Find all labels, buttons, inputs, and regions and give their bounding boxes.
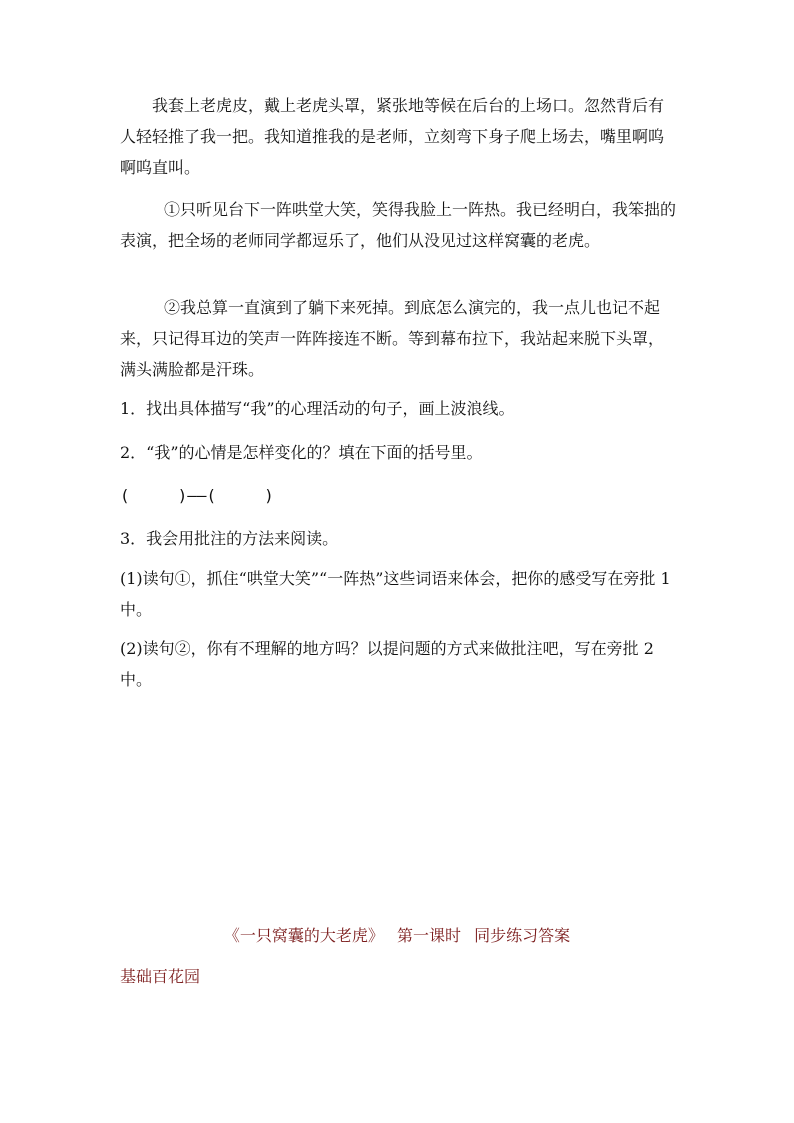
answer-title-period: 第一课时 [396, 926, 461, 945]
passage-paragraph-2: ①只听见台下一阵哄堂大笑，笑得我脸上一阵热。我已经明白，我笨拙的表演，把全场的老师同学都逗乐了，他们从没见过这样窝囊的老虎。 [120, 200, 677, 250]
question-2: 2．“我”的心情是怎样变化的？填在下面的括号里。 [120, 443, 483, 462]
question-2-answer-blanks: ( )——( ) [120, 486, 274, 505]
question-3: 3．我会用批注的方法来阅读。 [120, 529, 339, 548]
passage-paragraph-1: 我套上老虎皮，戴上老虎头罩，紧张地等候在后台的上场口。忽然背后有人轻轻推了我一把。我知道推我的是老师，立刻弯下身子爬上场去，嘴里啊呜啊呜直叫。 [120, 96, 665, 177]
answer-title-lesson: 《一只窝囊的大老虎》 [223, 926, 384, 945]
answer-section-heading: 基础百花园 [120, 967, 201, 986]
passage-paragraph-3: ②我总算一直演到了躺下来死掉。到底怎么演完的，我一点儿也记不起来，只记得耳边的笑声一阵阵接连不断。等到幕布拉下，我站起来脱下头罩，满头满脸都是汗珠。 [120, 298, 665, 379]
answer-title-label: 同步练习答案 [474, 926, 571, 945]
question-3-part-1: (1)读句①，抓住“哄堂大笑”“一阵热”这些词语来体会，把你的感受写在旁批 1 中。 [120, 569, 671, 619]
answer-key-title [0, 922, 794, 950]
question-3-part-2: (2)读句②，你有不理解的地方吗？以提问题的方式来做批注吧，写在旁批 2 中。 [120, 639, 654, 689]
question-1: 1．找出具体描写“我”的心理活动的句子，画上波浪线。 [120, 399, 515, 418]
